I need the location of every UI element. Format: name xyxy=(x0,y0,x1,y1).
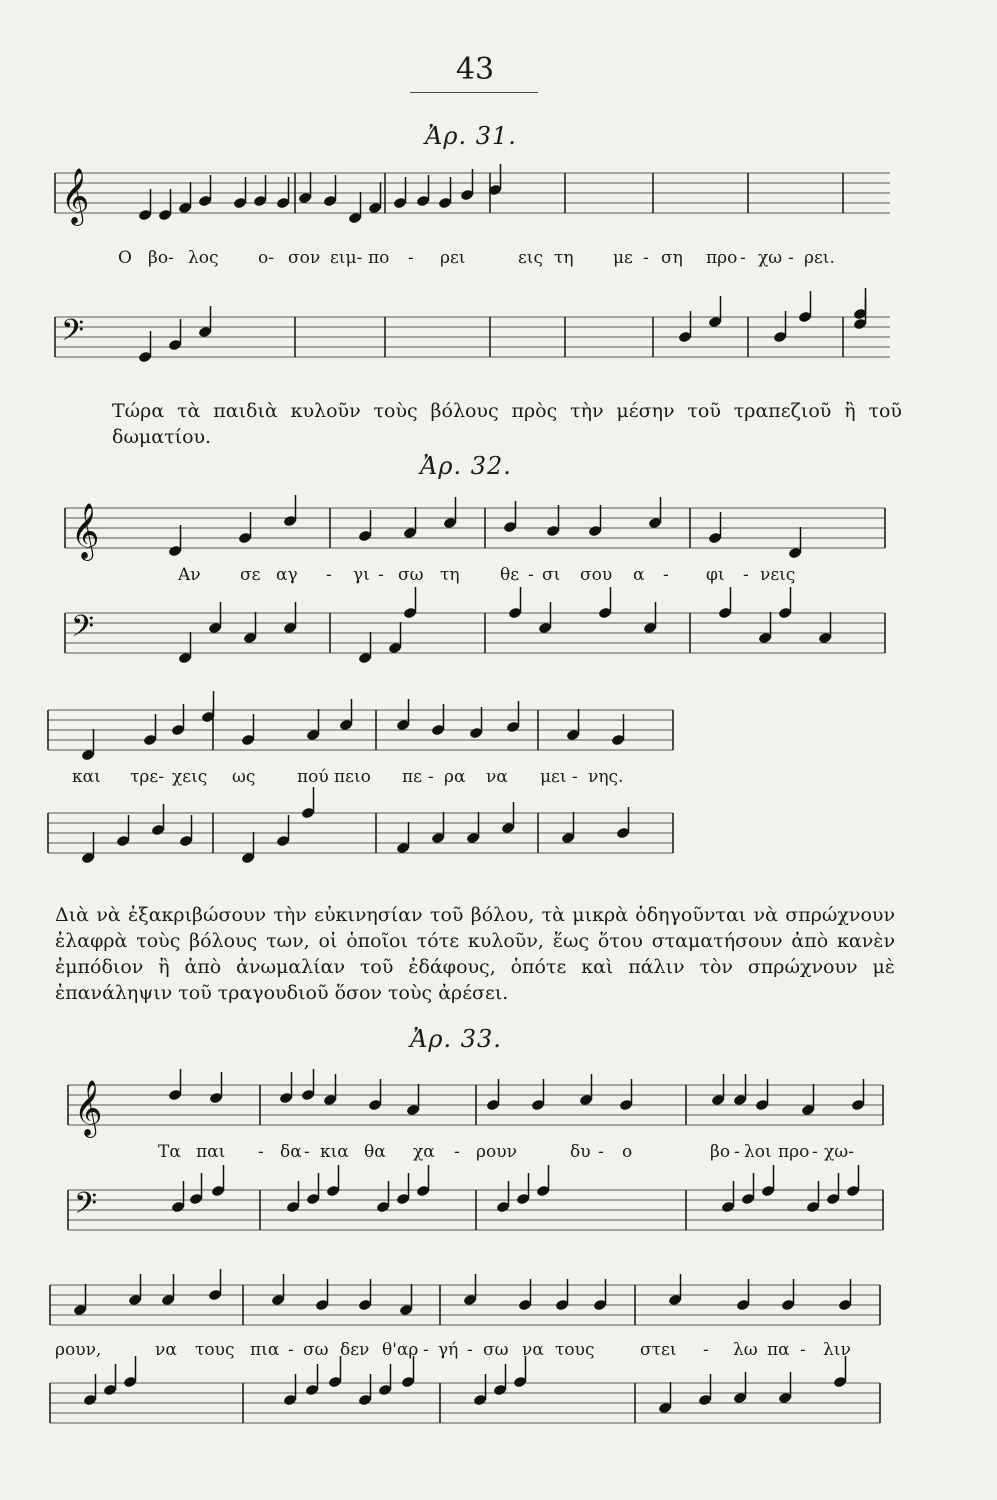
lyrics-32-row-1 xyxy=(178,565,878,591)
lyric-syllable: σον xyxy=(288,248,321,268)
paragraph-2: Διὰ νὰ ἐξακριβώσουν τὴν εὐκινησίαν τοῦ βόλου, τὰ μικρὰ ὁδηγοῦνται νὰ σπρώχνουν ἐλαφρὰ τοὺς βόλους των, οἱ ὁποῖοι τότε κυλοῦν, ἕως ὅτου σταματήσουν ἀπὸ κανὲν ἐμπόδιον ἢ ἀπὸ ἀνωμαλίαν τοῦ ἐδάφους, ὁπότε καὶ πάλιν τὸν σπρώχνουν μὲ ἐπανάληψιν τοῦ τραγουδιοῦ ὅσον τοὺς ἀρέσει. xyxy=(55,904,895,1004)
lyric-syllable: να xyxy=(486,767,508,787)
song-heading-33: Ἀρ. 33. xyxy=(410,1025,502,1053)
lyric-syllable: γή xyxy=(438,1340,459,1360)
lyric-syllable: - xyxy=(800,1340,806,1360)
lyric-syllable: σω xyxy=(303,1340,329,1360)
treble-clef-icon: 𝄞 xyxy=(74,1080,103,1136)
treble-clef-icon: 𝄞 xyxy=(61,168,90,224)
lyric-syllable: - xyxy=(467,1340,473,1360)
lyric-syllable: ειμ- xyxy=(330,248,363,268)
lyric-syllable: προ xyxy=(778,1142,810,1162)
lyric-syllable: Ο xyxy=(118,248,132,268)
lyric-syllable: αγ xyxy=(276,565,298,585)
lyric-syllable: - xyxy=(378,565,384,585)
lyrics-33-row-1 xyxy=(158,1142,878,1168)
lyric-syllable: - xyxy=(812,1142,818,1162)
lyric-syllable: χα xyxy=(413,1142,435,1162)
lyric-syllable: βο- xyxy=(148,248,174,268)
lyric-syllable: ρουν xyxy=(476,1142,517,1162)
lyric-syllable: - xyxy=(643,248,649,268)
lyric-syllable: βο xyxy=(710,1142,731,1162)
lyric-syllable: και xyxy=(72,767,101,787)
bass-clef-icon: 𝄢 xyxy=(74,1187,98,1228)
lyric-syllable: Τα xyxy=(158,1142,181,1162)
paragraph-1: Τώρα τὰ παιδιὰ κυλοῦν τοὺς βόλους πρὸς τὴν μέσην τοῦ τραπεζιοῦ ἢ τοῦ δωματίου. xyxy=(112,400,902,448)
lyric-syllable: με xyxy=(613,248,633,268)
lyric-syllable: λω xyxy=(733,1340,758,1360)
lyric-syllable: - xyxy=(408,248,414,268)
lyric-syllable: τη xyxy=(554,248,574,268)
lyric-syllable: τους xyxy=(555,1340,595,1360)
lyric-syllable: λος xyxy=(188,248,219,268)
lyric-syllable: θε xyxy=(500,565,520,585)
song-heading-32: Ἀρ. 32. xyxy=(420,452,512,480)
page-number-rule xyxy=(410,92,538,93)
lyric-syllable: προ xyxy=(706,248,738,268)
lyrics-32-row-2 xyxy=(72,767,672,793)
lyric-syllable: ση xyxy=(661,248,683,268)
lyric-syllable: δυ xyxy=(570,1142,591,1162)
lyrics-31-row-1 xyxy=(118,248,878,274)
bass-clef-icon: 𝄢 xyxy=(71,610,95,651)
treble-staff-32-b xyxy=(48,705,673,765)
treble-staff-33-b xyxy=(50,1280,880,1340)
lyric-syllable: ο- xyxy=(258,248,274,268)
lyric-syllable: - xyxy=(528,565,534,585)
lyric-syllable: στει xyxy=(640,1340,677,1360)
lyric-syllable: μει xyxy=(540,767,567,787)
lyric-syllable: κια xyxy=(320,1142,349,1162)
lyric-syllable: - xyxy=(428,767,434,787)
lyric-syllable: ρει xyxy=(440,248,466,268)
lyric-syllable: λιν xyxy=(823,1340,851,1360)
lyric-syllable: - xyxy=(572,767,578,787)
lyric-syllable: - xyxy=(740,248,746,268)
lyric-syllable: πού xyxy=(297,767,329,787)
lyric-syllable: ρα xyxy=(444,767,466,787)
lyric-syllable: θα xyxy=(364,1142,386,1162)
treble-clef-icon: 𝄞 xyxy=(71,503,100,559)
lyric-syllable: - xyxy=(423,1340,429,1360)
lyric-syllable: - xyxy=(663,565,669,585)
lyric-syllable: Αν xyxy=(178,565,201,585)
treble-staff-31 xyxy=(55,168,890,228)
lyric-syllable: φι xyxy=(706,565,725,585)
lyric-syllable: γι xyxy=(353,565,370,585)
lyric-syllable: λοι xyxy=(744,1142,772,1162)
bass-staff-33-b xyxy=(50,1378,880,1438)
lyric-syllable: - xyxy=(743,565,749,585)
bass-staff-33-a xyxy=(68,1185,883,1245)
lyric-syllable: σω xyxy=(398,565,424,585)
lyric-syllable: α xyxy=(633,565,645,585)
lyric-syllable: τους xyxy=(195,1340,235,1360)
page-number: 43 xyxy=(455,52,495,87)
lyric-syllable: σω xyxy=(483,1340,509,1360)
lyric-syllable: χω xyxy=(758,248,783,268)
lyrics-33-row-2 xyxy=(55,1340,875,1366)
lyric-syllable: χω- xyxy=(824,1142,854,1162)
lyric-syllable: θ'αρ xyxy=(382,1340,419,1360)
lyric-syllable: - xyxy=(288,1340,294,1360)
lyric-syllable: - xyxy=(326,565,332,585)
lyric-syllable: τη xyxy=(440,565,460,585)
bass-staff-32-b xyxy=(48,808,673,868)
lyric-syllable: σου xyxy=(580,565,613,585)
song-heading-31: Ἀρ. 31. xyxy=(425,122,517,150)
lyric-syllable: - xyxy=(703,1340,709,1360)
bass-clef-icon: 𝄢 xyxy=(61,314,85,355)
treble-staff-33-a xyxy=(68,1080,883,1140)
lyric-syllable: πο xyxy=(368,248,390,268)
lyric-syllable: πα xyxy=(767,1340,790,1360)
lyric-syllable: ρουν, xyxy=(55,1340,102,1360)
lyric-syllable: πια xyxy=(250,1340,280,1360)
lyric-syllable: ο xyxy=(622,1142,633,1162)
lyric-syllable: - xyxy=(598,1142,604,1162)
lyric-syllable: παι xyxy=(196,1142,226,1162)
lyric-syllable: - xyxy=(454,1142,460,1162)
lyric-syllable: - xyxy=(788,248,794,268)
lyric-syllable: ρει. xyxy=(804,248,835,268)
lyric-syllable: πειο xyxy=(334,767,371,787)
lyric-syllable: - xyxy=(304,1142,310,1162)
lyric-syllable: νης. xyxy=(588,767,624,787)
lyric-syllable: ως xyxy=(232,767,256,787)
lyric-syllable: - xyxy=(258,1142,264,1162)
lyric-syllable: νεις xyxy=(760,565,796,585)
bass-staff-31 xyxy=(55,312,890,372)
bass-staff-32-a xyxy=(65,608,885,668)
lyric-syllable: χεις xyxy=(172,767,208,787)
lyric-syllable: να xyxy=(522,1340,544,1360)
lyric-syllable: εις xyxy=(518,248,543,268)
lyric-syllable: σι xyxy=(542,565,561,585)
treble-staff-32-a xyxy=(65,503,885,563)
lyric-syllable: πε xyxy=(402,767,422,787)
lyric-syllable: να xyxy=(155,1340,177,1360)
lyric-syllable: - xyxy=(734,1142,740,1162)
lyric-syllable: τρε- xyxy=(130,767,164,787)
lyric-syllable: δεν xyxy=(340,1340,370,1360)
lyric-syllable: σε xyxy=(240,565,261,585)
lyric-syllable: δα xyxy=(280,1142,302,1162)
